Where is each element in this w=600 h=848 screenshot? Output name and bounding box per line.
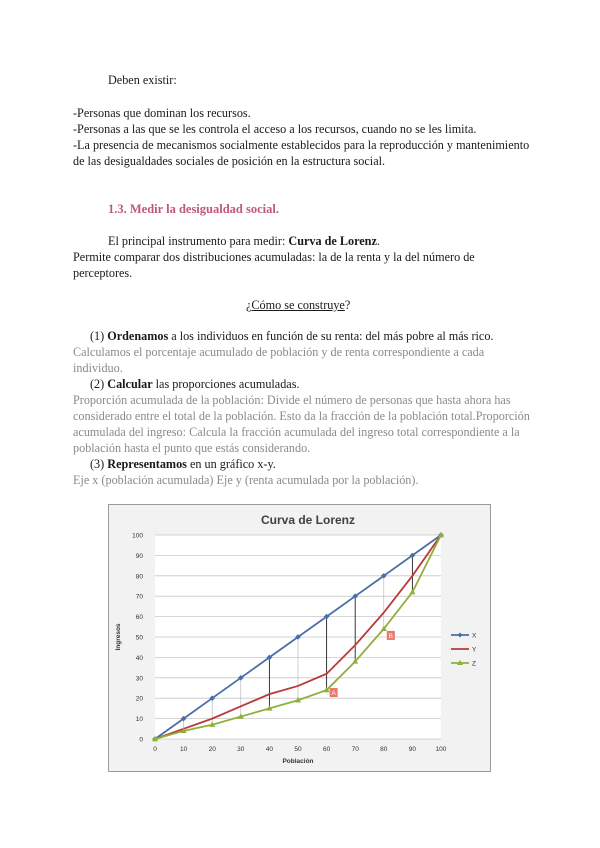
y-tick-label: 100 <box>132 532 143 540</box>
step-2-detail-4: población hasta el punto que estás considerando. <box>73 441 311 455</box>
intro-heading: Deben existir: <box>108 73 177 87</box>
intro-bullet-4: de las desigualdades sociales de posición en la estructura social. <box>73 154 386 168</box>
intro-bullet-1: -Personas que dominan los recursos. <box>73 106 251 120</box>
step-1 <box>90 328 493 344</box>
question-suffix: ? <box>344 298 351 312</box>
y-tick-label: 60 <box>135 614 143 622</box>
question-underlined: Cómo se construye <box>251 298 345 312</box>
instrument-name: Curva de Lorenz <box>288 234 377 248</box>
y-tick-label: 80 <box>135 573 143 581</box>
y-tick-label: 10 <box>135 716 143 724</box>
y-tick-label: 50 <box>135 634 143 642</box>
y-tick-label: 30 <box>135 675 143 683</box>
x-tick-label: 60 <box>322 746 331 753</box>
step-1-detail-1: Calculamos el porcentaje acumulado de población y de renta correspondiente a cada <box>73 345 485 359</box>
x-axis-label: Población <box>282 758 314 765</box>
instrument-suffix: . <box>376 234 380 248</box>
step-3-detail-1: Eje x (población acumulada) Eje y (renta acumulada por la población). <box>73 473 419 487</box>
y-tick-label: 70 <box>135 593 143 601</box>
y-tick-label: 90 <box>135 552 143 560</box>
step-2-detail-3: acumulada del ingreso: Calcula la fracción acumulada del ingreso total correspondiente a la <box>73 425 520 439</box>
step-2-text: las proporciones acumuladas. <box>152 377 300 391</box>
step-2-detail-2: considerado entre el total de la población. Esto da la fracción de la población total.Proporción <box>73 409 530 423</box>
x-tick-label: 30 <box>237 746 245 753</box>
step-3-bold: Representamos <box>107 457 187 471</box>
step-1-bold: Ordenamos <box>107 329 169 343</box>
x-tick-label: 100 <box>435 746 447 753</box>
x-tick-label: 40 <box>265 746 274 753</box>
step-3-number: (3) <box>90 457 105 471</box>
intro-bullet-3: -La presencia de mecanismos socialmente establecidos para la reproducción y mantenimiento <box>73 138 530 152</box>
legend-label-z: Z <box>472 660 476 668</box>
y-tick-label: 0 <box>139 736 143 744</box>
step-2 <box>90 376 300 392</box>
section-title: 1.3. Medir la desigualdad social. <box>108 202 279 216</box>
lorenz-chart <box>108 504 491 772</box>
instrument-prefix: El principal instrumento para medir: <box>108 234 286 248</box>
step-1-detail-2: individuo. <box>73 361 123 375</box>
annotation-label: A <box>331 690 336 698</box>
chart-title: Curva de Lorenz <box>260 513 356 527</box>
x-tick-label: 70 <box>351 746 359 753</box>
x-tick-label: 80 <box>380 746 388 753</box>
step-1-text: a los individuos en función de su renta: del más pobre al más rico. <box>168 329 494 343</box>
y-axis-label: Ingresos <box>115 623 122 651</box>
y-tick-label: 40 <box>135 654 143 662</box>
question <box>246 297 350 313</box>
question-prefix: ¿ <box>246 298 252 312</box>
step-2-number: (2) <box>90 377 105 391</box>
legend-label-x: X <box>472 632 477 640</box>
y-tick-label: 20 <box>135 695 143 703</box>
intro-bullet-2: -Personas a las que se les controla el acceso a los recursos, cuando no se les limita. <box>73 122 477 136</box>
step-3 <box>90 456 276 472</box>
annotation-label: B <box>388 632 393 640</box>
paragraph-compare-line-2: perceptores. <box>73 266 133 280</box>
legend-label-y: Y <box>472 646 477 654</box>
x-tick-label: 90 <box>408 746 417 753</box>
step-1-number: (1) <box>90 329 105 343</box>
step-3-text: en un gráfico x-y. <box>186 457 276 471</box>
legend-marker-x <box>458 633 463 638</box>
lorenz-chart-svg <box>109 505 490 771</box>
x-tick-label: 0 <box>153 746 157 753</box>
step-2-bold: Calcular <box>107 377 153 391</box>
x-tick-label: 50 <box>294 746 302 753</box>
x-tick-label: 10 <box>179 746 188 753</box>
step-2-detail-1: Proporción acumulada de la población: Divide el número de personas que hasta ahora has <box>73 393 511 407</box>
paragraph-compare-line-1: Permite comparar dos distribuciones acumuladas: la de la renta y la del número de <box>73 250 475 264</box>
paragraph-instrument <box>108 233 380 249</box>
x-tick-label: 20 <box>208 746 216 753</box>
